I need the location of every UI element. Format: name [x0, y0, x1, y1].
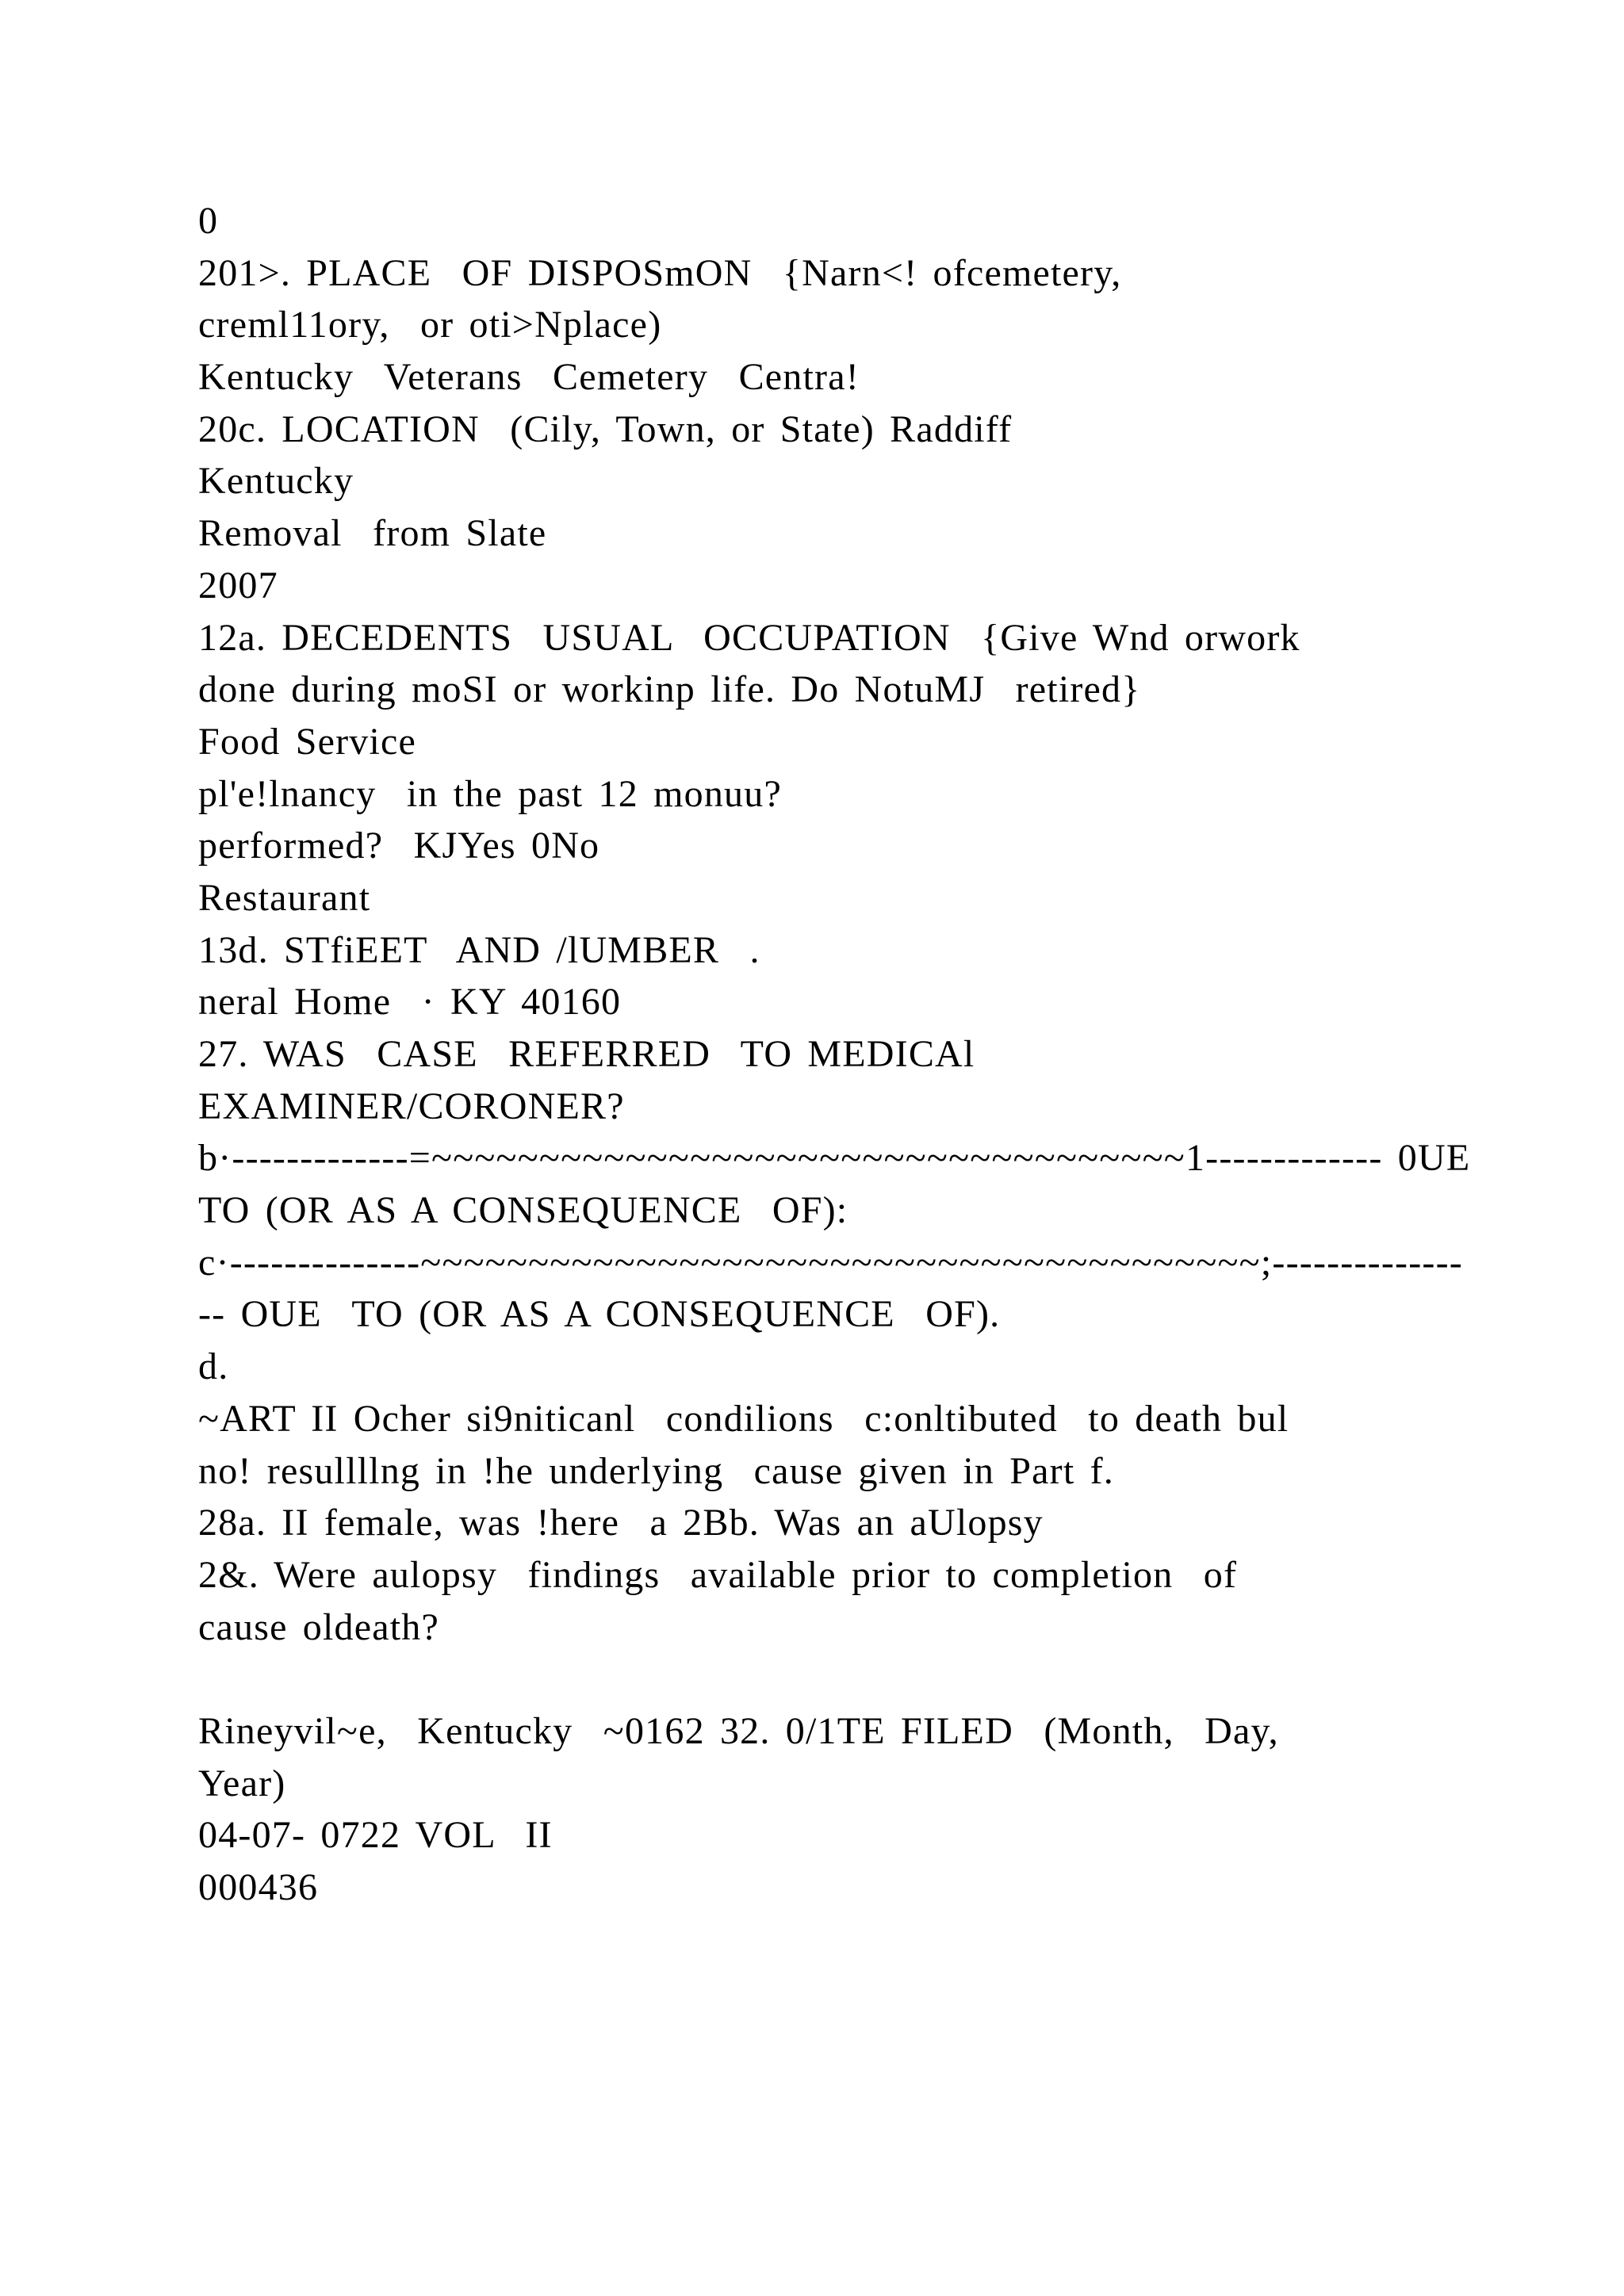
text-line-10: done during moSI or workinp life. Do NotuMJ retired}: [198, 668, 1141, 711]
text-line-31: Year): [198, 1762, 286, 1804]
text-line-25: no! resullllng in !he underlying cause given in Part f.: [198, 1449, 1114, 1492]
text-line-14: Restaurant: [198, 876, 371, 919]
text-line-1: 0: [198, 200, 219, 242]
text-line-2: 201>. PLACE OF DISPOSmON {Narn<! ofcemetery,: [198, 251, 1122, 294]
blank-line: [198, 1653, 1435, 1705]
text-line-23: d.: [198, 1345, 229, 1388]
text-line-18: EXAMINER/CORONER?: [198, 1085, 625, 1127]
text-line-22: -- OUE TO (OR AS A CONSEQUENCE OF).: [198, 1293, 1001, 1336]
text-line-8: 2007: [198, 564, 278, 607]
text-line-16: neral Home · KY 40160: [198, 981, 622, 1024]
text-line-9: 12a. DECEDENTS USUAL OCCUPATION {Give Wnd orwork: [198, 616, 1300, 659]
text-line-19: b·-------------=~~~~~~~~~~~~~~~~~~~~~~~~~~~~~~~~~~~1------------- 0UE: [198, 1137, 1471, 1180]
text-line-15: 13d. STfiEET AND /lUMBER .: [198, 928, 760, 971]
text-line-24: ~ART II Ocher si9niticanl condilions c:onltibuted to death bul: [198, 1397, 1289, 1440]
text-line-12: pl'e!lnancy in the past 12 monuu?: [198, 772, 782, 815]
text-line-5: 20c. LOCATION (Cily, Town, or State) Raddiff: [198, 408, 1013, 450]
text-line-32: 04-07- 0722 VOL II: [198, 1814, 553, 1857]
text-line-27: 2&. Were aulopsy findings available prior to completion of: [198, 1553, 1238, 1596]
text-line-30: Rineyvil~e, Kentucky ~0162 32. 0/1TE FILED (Month, Day,: [198, 1709, 1279, 1752]
text-line-21: c·--------------~~~~~~~~~~~~~~~~~~~~~~~~~~~~~~~~~~~~~~~;--------------: [198, 1241, 1463, 1284]
text-line-6: Kentucky: [198, 460, 354, 503]
text-line-4: Kentucky Veterans Cemetery Centra!: [198, 356, 860, 399]
text-line-28: cause oldeath?: [198, 1605, 439, 1648]
document-body: [198, 195, 1471, 1914]
text-line-17: 27. WAS CASE REFERRED TO MEDICAl: [198, 1033, 975, 1075]
text-line-3: creml11ory, or oti>Nplace): [198, 304, 662, 346]
text-line-7: Removal from Slate: [198, 512, 547, 555]
text-line-20: TO (OR AS A CONSEQUENCE OF):: [198, 1189, 848, 1232]
text-line-33: 000436: [198, 1866, 319, 1908]
text-line-13: performed? KJYes 0No: [198, 825, 600, 867]
text-line-11: Food Service: [198, 720, 417, 763]
text-line-26: 28a. II female, was !here a 2Bb. Was an aUlopsy: [198, 1502, 1044, 1544]
